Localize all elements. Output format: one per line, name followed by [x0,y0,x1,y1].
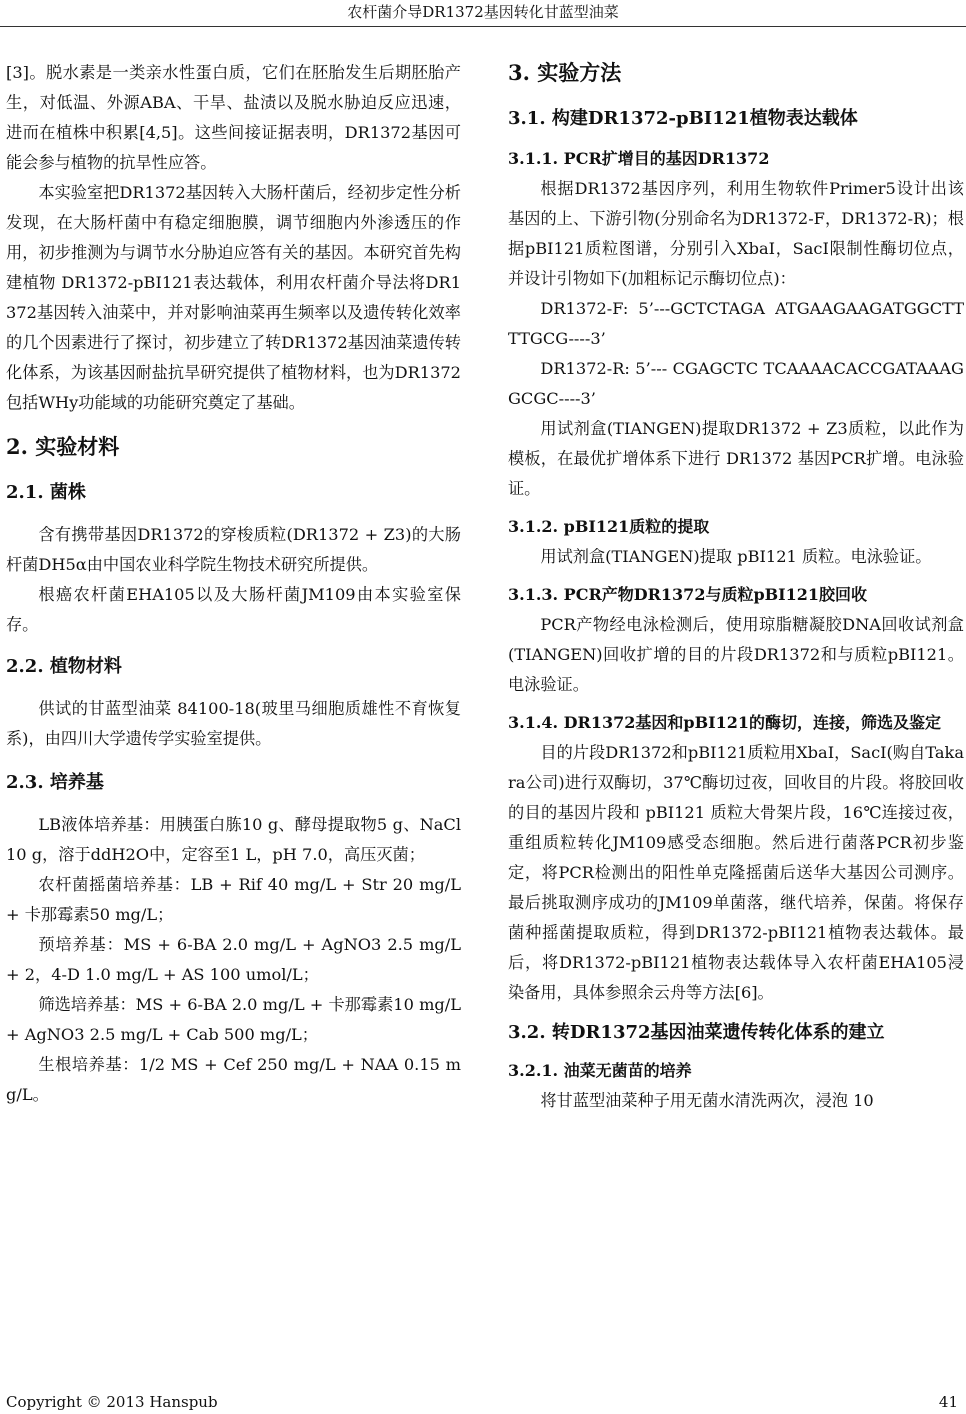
section-heading-materials: 2. 实验材料 [6,434,120,459]
paragraph-strain-source: 含有携带基因DR1372的穿梭质粒(DR1372 + Z3)的大肠杆菌DH5α由中国农业科学院生物技术研究所提供。 [6,525,461,574]
paragraph-strain-storage: 根癌农杆菌EHA105以及大肠杆菌JM109由本实验室保存。 [6,585,461,634]
paragraph-primer-design: 根据DR1372基因序列，利用生物软件Primer5设计出该基因的上、下游引物(分别命名为DR1372-F，DR1372-R)；根据pBI121质粒图谱，分别引入XbaI，SacI限制性酶切位点，并设计引物如下(加粗标记示酶切位点)： [508,179,964,288]
subsubsection-heading-seedling: 3.2.1. 油菜无菌苗的培养 [508,1061,692,1080]
header-rule [0,26,966,27]
subsection-heading-strains: 2.1. 菌株 [6,482,86,503]
paragraph-rooting-medium: 生根培养基：1/2 MS + Cef 250 mg/L + NAA 0.15 mg/L。 [6,1055,461,1104]
paragraph-plasmid-extraction: 用试剂盒(TIANGEN)提取 pBI121 质粒。电泳验证。 [540,547,932,566]
subsubsection-heading-plasmid: 3.1.2. pBI121质粒的提取 [508,517,710,536]
subsection-heading-media: 2.3. 培养基 [6,772,104,793]
paragraph-gel-recovery: PCR产物经电泳检测后，使用琼脂糖凝胶DNA回收试剂盒(TIANGEN)回收扩增的目的片段DR1372和与质粒pBI121。电泳验证。 [508,615,964,694]
paragraph-agro-medium: 农杆菌摇菌培养基：LB + Rif 40 mg/L + Str 20 mg/L + 卡那霉素50 mg/L； [6,875,461,924]
paragraph-preculture-medium: 预培养基：MS + 6-BA 2.0 mg/L + AgNO3 2.5 mg/L + 2，4-D 1.0 mg/L + AS 100 umol/L； [6,935,461,984]
subsubsection-heading-pcr: 3.1.1. PCR扩增目的基因DR1372 [508,149,770,168]
paragraph-digestion-ligation: 目的片段DR1372和pBI121质粒用XbaI，SacI(购自Takara公司)进行双酶切，37℃酶切过夜，回收目的片段。将胶回收的目的基因片段和 pBI121 质粒大骨架片段，16℃连接过夜，重组质粒转化JM109感受态细胞。然后进行菌落PCR初步鉴定，将PCR检测出的阳性单克隆摇菌后送华大基因公司测序。最后挑取测序成功的JM109单菌落，继代培养，保菌。将保存菌种摇菌提取质粒，得到DR1372-pBI121植物表达载体。最后，将DR1372-pBI121植物表达载体导入农杆菌EHA105浸染备用，具体参照余云舟等方法[6]。 [508,743,964,1002]
paragraph-pcr-amplification: 用试剂盒(TIANGEN)提取DR1372 + Z3质粒，以此作为模板，在最优扩增体系下进行 DR1372 基因PCR扩增。电泳验证。 [508,419,964,498]
paragraph-plant-material: 供试的甘蓝型油菜 84100-18(玻里马细胞质雄性不育恢复系)，由四川大学遗传学实验室提供。 [6,699,461,748]
paragraph-seedling-culture: 将甘蓝型油菜种子用无菌水清洗两次，浸泡 10 [540,1091,874,1110]
paragraph-lb-medium: LB液体培养基：用胰蛋白胨10 g、酵母提取物5 g、NaCl 10 g，溶于ddH2O中，定容至1 L，pH 7.0，高压灭菌； [6,815,461,864]
subsection-heading-transformation: 3.2. 转DR1372基因油菜遗传转化体系的建立 [508,1022,885,1043]
primer-reverse: DR1372-R: 5’--- CGAGCTC TCAAAACACCGATAAAGGCGC----3’ [508,359,964,408]
footer-copyright: Copyright © 2013 Hanspub [6,1393,218,1411]
subsection-heading-vector: 3.1. 构建DR1372-pBI121植物表达载体 [508,108,858,129]
subsubsection-heading-digestion: 3.1.4. DR1372基因和pBI121的酶切，连接，筛选及鉴定 [508,713,941,732]
right-column [508,58,964,1116]
paragraph-research-aim: 本实验室把DR1372基因转入大肠杆菌后，经初步定性分析发现，在大肠杆菌中有稳定细胞膜，调节细胞内外渗透压的作用，初步推测为与调节水分胁迫应答有关的基因。本研究首先构建植物 DR1372-pBI121表达载体，利用农杆菌介导法将DR1372基因转入油菜中，并对影响油菜再生频率以及遗传转化效率的几个因素进行了探讨，初步建立了转DR1372基因油菜遗传转化体系，为该基因耐盐抗旱研究提供了植物材料，也为DR1372包括WHy功能域的功能研究奠定了基础。 [6,183,461,412]
paragraph-intro-end: [3]。脱水素是一类亲水性蛋白质，它们在胚胎发生后期胚胎产生，对低温、外源ABA、干旱、盐渍以及脱水胁迫反应迅速，进而在植株中积累[4,5]。这些间接证据表明，DR1372基因可能会参与植物的抗旱性应答。 [6,63,461,172]
footer-page-number: 41 [938,1393,958,1411]
left-column [6,58,461,1110]
paragraph-selection-medium: 筛选培养基：MS + 6-BA 2.0 mg/L + 卡那霉素10 mg/L + AgNO3 2.5 mg/L + Cab 500 mg/L； [6,995,461,1044]
running-header: 农杆菌介导DR1372基因转化甘蓝型油菜 [347,3,619,21]
subsubsection-heading-gel-recovery: 3.1.3. PCR产物DR1372与质粒pBI121胶回收 [508,585,868,604]
section-heading-methods: 3. 实验方法 [508,60,622,85]
subsection-heading-plant-material: 2.2. 植物材料 [6,656,122,677]
primer-forward: DR1372-F: 5’---GCTCTAGA ATGAAGAAGATGGCTTTTGCG----3’ [508,299,964,348]
